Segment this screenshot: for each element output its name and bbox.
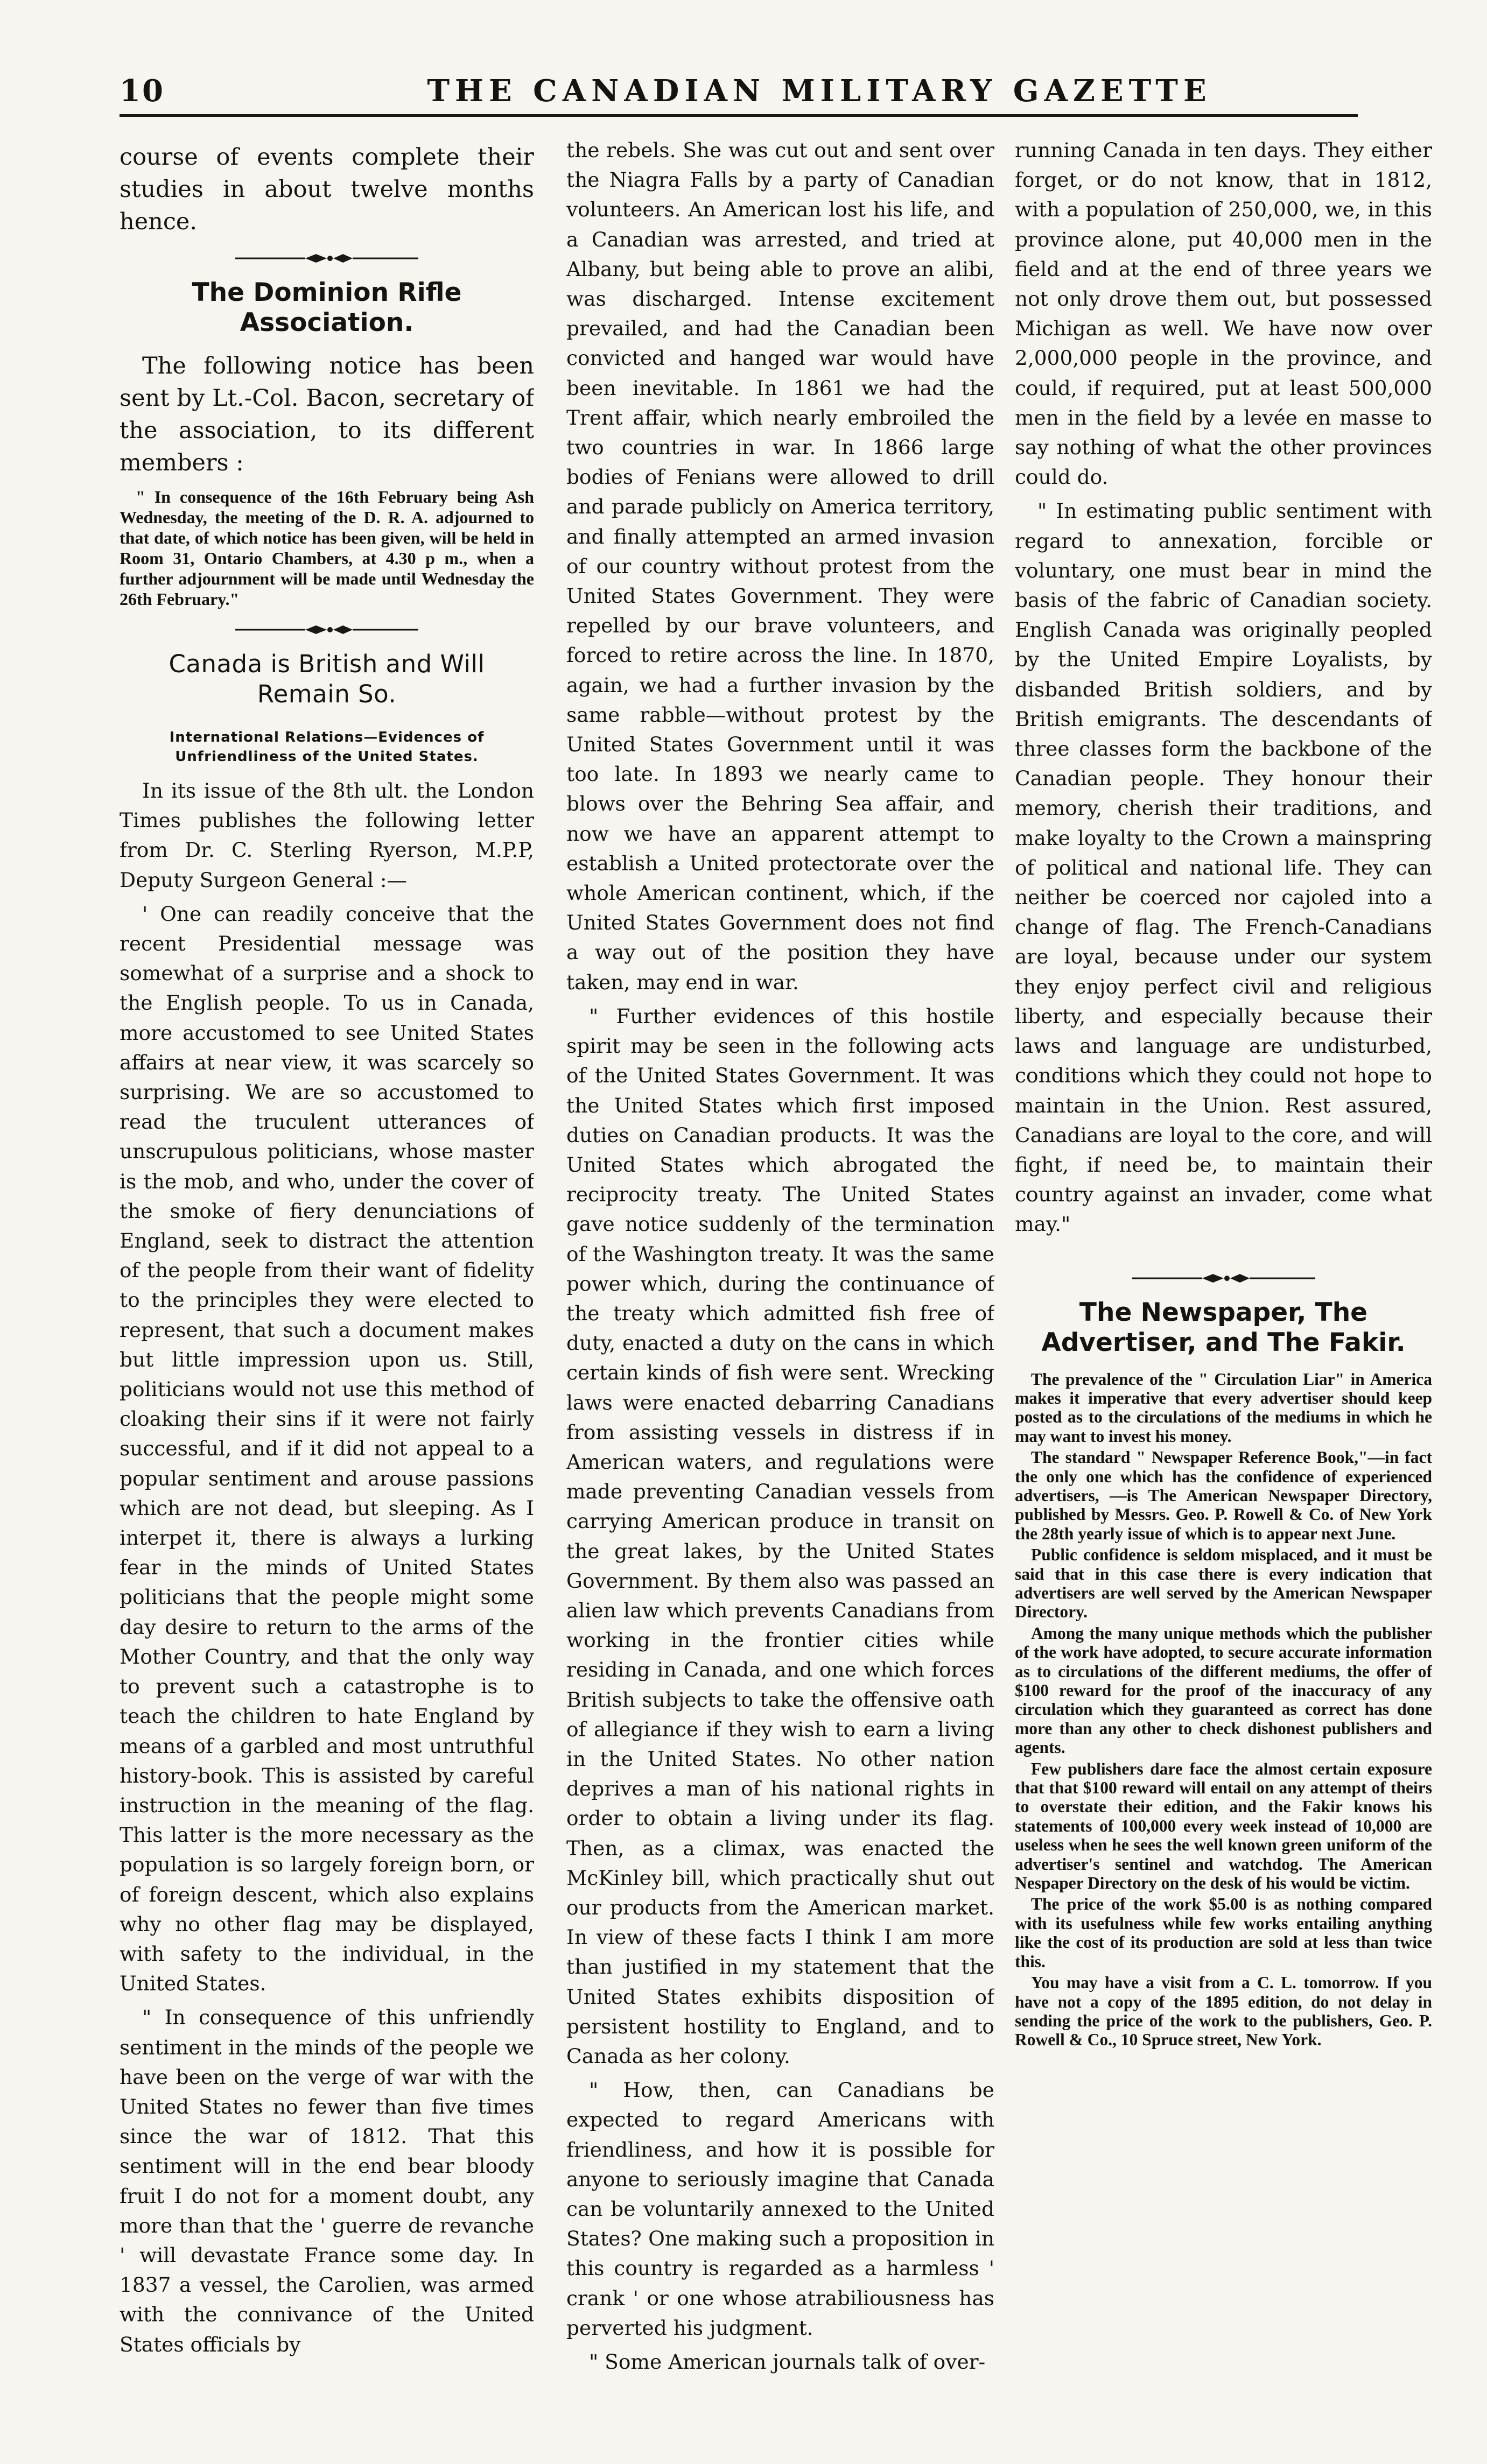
fakir-paragraph: Among the many unique methods which the publisher of the work have adopted, to secure accurate information as to circulations of the different mediums, the offer of $100 reward for the proof of the inaccuracy of any circulation which they guaranteed as correct has done more than any other to check dishonest publishers and agents. (1015, 1623, 1432, 1757)
article-paragraph: " Some American journals talk of over- (589, 2350, 986, 2374)
fakir-paragraph: The prevalence of the " Circulation Liar" in America makes it imperative that every advertiser should keep posted as to the circulations of the mediums in which he may want to invest his money. (1015, 1369, 1432, 1446)
fakir-heading: The Newspaper, The Advertiser, and The Fakir. (1041, 1297, 1406, 1357)
article-paragraph: " In consequence of this unfriendly sentiment in the minds of the people we have been on the verge of war with the United States no fewer than five times since the war of 1812. That this sentiment will in the end bear bloody fruit I do not for a moment doubt, any more than that the ' guerre de revanche ' will devastate France some day. In 1837 a vessel, the Carolien, was armed with the connivance of the United States officials by (120, 2005, 534, 2356)
divider-ornament (235, 252, 418, 265)
canada-heading: Canada is British and Will Remain So. (169, 650, 485, 708)
divider-ornament (1132, 1272, 1315, 1285)
fakir-paragraph: Public confidence is seldom misplaced, and it must be said that in this case there is every indication that advertisers are well served by the American Newspaper Directory. (1015, 1545, 1432, 1622)
article-paragraph: the rebels. She was cut out and sent over the Niagra Falls by a party of Canadian volunteers. An American lost his life, and a Canadian was arrested, and tried at Albany, but being able to prove an alibi, was discharged. Intense excitement prevailed, and had the Canadian been convicted and hanged war would have been inevitable. In 1861 we had the Trent affair, which nearly embroiled the two countries in war. In 1866 large bodies of Fenians were allowed to drill and parade publicly on America territory, and finally attempted an armed invasion of our country without protest from the United States Government. They were repelled by our brave volunteers, and forced to retire across the line. In 1870, again, we had a further invasion by the same rabble—without protest by the United States Government until it was too late. In 1893 we nearly came to blows over the Behring Sea affair, and now we have an apparent attempt to establish a United protectorate over the whole American continent, which, if the United States Government does not find a way out of the position they have taken, may end in war. (566, 138, 994, 994)
article-paragraph: ' One can readily conceive that the recent Presidential message was somewhat of a surprise and a shock to the English people. To us in Canada, more accustomed to see United States affairs at near view, it was scarcely so surprising. We are so accustomed to read the truculent utterances of unscrupulous politicians, whose master is the mob, and who, under the cover of the smoke of fiery denunciations of England, seek to distract the attention of the people from their want of fidelity to the principles they were elected to represent, that such a document makes but little impression upon us. Still, politicians would not use this method of cloaking their sins if it were not fairly successful, and if it did not appeal to a popular sentiment and arouse passions which are not dead, but sleeping. As I interpet it, there is always a lurking fear in the minds of United States politicians that the people might some day desire to return to the arms of the Mother Country, and that the only way to prevent such a catastrophe is to teach the children to hate England by means of a garbled and most untruthful history-book. This is assisted by careful instruction in the meaning of the flag. This latter is the more necessary as the population is so largely foreign born, or of foreign descent, which also explains why no other flag may be displayed, with safety to the individual, in the United States. (120, 902, 534, 1996)
intro-continuation: course of events complete their studies in about twelve months hence. (120, 144, 534, 235)
masthead (120, 69, 1358, 117)
column-2 (566, 136, 994, 2396)
drc-heading: The Dominion Rifle Association. (192, 278, 462, 337)
article-paragraph: " Further evidences of this hostile spirit may be seen in the following acts of the United States Government. It was the United States which first imposed duties on Canadian products. It was the United States which abrogated the reciprocity treaty. The United States gave notice suddenly of the termination of the Washington treaty. It was the same power which, during the continuance of the treaty which admitted fish free of duty, enacted a duty on the cans in which certain kinds of fish were sent. Wrecking laws were enacted debarring Canadians from assisting vessels in distress if in American waters, and regulations were made preventing Canadian vessels from carrying American produce in transit on the great lakes, by the United States Government. By them also was passed an alien law which prevents Canadians from working in the frontier cities while residing in Canada, and one which forces British subjects to take the offensive oath of allegiance if they wish to earn a living in the United States. No other nation deprives a man of his national rights in order to obtain a living under its flag. Then, as a climax, was enacted the McKinley bill, which practically shut out our products from the American market. In view of these facts I think I am more than justified in my statement that the United States exhibits disposition of persistent hostility to England, and to Canada as her colony. (566, 1004, 994, 2068)
article-paragraph: running Canada in ten days. They either forget, or do not know, that in 1812, with a population of 250,000, we, in this province alone, put 40,000 men in the field and at the end of three years we not only drove them out, but possessed Michigan as well. We have now over 2,000,000 people in the province, and could, if required, put at least 500,000 men in the field by a levée en masse to say nothing of what the other provinces could do. (1015, 138, 1432, 489)
column-3 (1015, 136, 1432, 2396)
fakir-paragraph: Few publishers dare face the almost certain exposure that that $100 reward will entail on any attempt of theirs to overstate their edition, and the Fakir knows his statements of 100,000 every week instead of 10,000 are useless when he sees the well known green uniform of the advertiser's sentinel and watchdog. The American Nespaper Directory on the desk of his would be victim. (1015, 1759, 1432, 1893)
article-paragraph: " How, then, can Canadians be expected to regard Americans with friendliness, and how it is possible for anyone to seriously imagine that Canada can be voluntarily annexed to the United States? One making such a proposition in this country is regarded as a harmless ' crank ' or one whose atrabiliousness has perverted his judgment. (566, 2078, 994, 2340)
fakir-paragraph: You may have a visit from a C. L. tomorrow. If you have not a copy of the 1895 edition, do not delay in sending the price of the work to the publishers, Geo. P. Rowell & Co., 10 Spruce street, New York. (1015, 1973, 1432, 2050)
page-number: 10 (120, 73, 165, 109)
drc-lead: The following notice has been sent by Lt.-Col. Bacon, secretary of the association, to its different members : (120, 353, 534, 476)
header-rule (120, 114, 1358, 117)
divider-ornament (235, 623, 418, 636)
canada-subheading: International Relations—Evidences of Unfriendliness of the United States. (169, 729, 485, 765)
fakir-paragraph: The standard " Newspaper Reference Book,"—in fact the only one which has the confidence of experienced advertisers, —is The American Newspaper Directory, published by Messrs. Geo. P. Rowell & Co. of New York the 28th yearly issue of which is to appear next June. (1015, 1448, 1432, 1543)
article-paragraph: In its issue of the 8th ult. the London Times publishes the following letter from Dr. C. Sterling Ryerson, M.P.P, Deputy Surgeon General :— (120, 779, 534, 892)
fakir-paragraph: The price of the work $5.00 is as nothing compared with its usefulness while few works entailing anything like the cost of its production are sold at less than twice this. (1015, 1895, 1432, 1971)
drc-notice: " In consequence of the 16th February being Ash Wednesday, the meeting of the D. R. A. adjourned to that date, of which notice has been given, will be held in Room 31, Ontario Chambers, at 4.30 p m., when a further adjournment will be made until Wednesday the 26th February." (120, 487, 534, 609)
column-1 (120, 136, 534, 2396)
article-paragraph: " In estimating public sentiment with regard to annexation, forcible or voluntary, one must bear in mind the basis of the fabric of Canadian society. English Canada was originally peopled by the United Empire Loyalists, by disbanded British soldiers, and by British emigrants. The descendants of three classes form the backbone of the Canadian people. They honour their memory, cherish their traditions, and make loyalty to the Crown a mainspring of political and national life. They can neither be coerced nor cajoled into a change of flag. The French-Canadians are loyal, because under our system they enjoy perfect civil and religious liberty, and especially because their laws and language are undisturbed, conditions which they could not hope to maintain in the Union. Rest assured, Canadians are loyal to the core, and will fight, if need be, to maintain their country against an invader, come what may." (1015, 499, 1432, 1236)
newspaper-title: THE CANADIAN MILITARY GAZETTE (427, 73, 1212, 109)
